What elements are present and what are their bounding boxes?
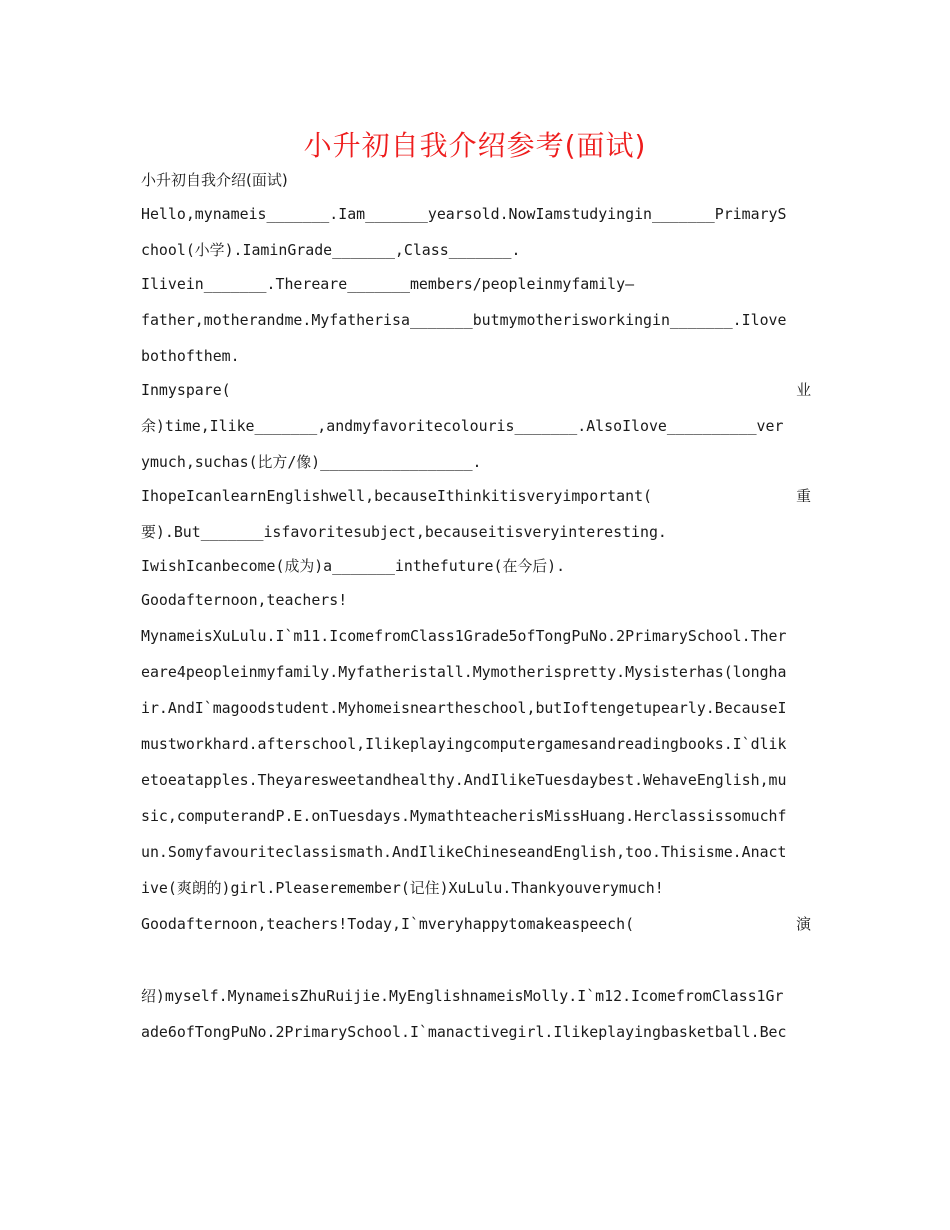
text-line: ir.AndI`magoodstudent.Myhomeisneartheschool,butIoftengetupearly.BecauseI — [141, 699, 787, 717]
text-line: 绍)myself.MynameisZhuRuijie.MyEnglishnameisMolly.I`m12.IcomefromClass1Gr — [141, 987, 784, 1005]
text-line-split — [141, 486, 811, 506]
text-line-split — [141, 380, 811, 400]
text-line: MynameisXuLulu.I`m11.IcomefromClass1Grade5ofTongPuNo.2PrimarySchool.Ther — [141, 627, 787, 645]
text-line: ive(爽朗的)girl.Pleaseremember(记住)XuLulu.Thankyouverymuch! — [141, 879, 664, 897]
text-segment: IhopeIcanlearnEnglishwell,becauseIthinkitisveryimportant( — [141, 487, 653, 505]
document-title: 小升初自我介绍参考(面试) — [303, 129, 647, 162]
text-segment: 重 — [796, 487, 811, 505]
text-line: etoeatapples.Theyaresweetandhealthy.AndIlikeTuesdaybest.WehaveEnglish,mu — [141, 771, 787, 789]
text-line: bothofthem. — [141, 347, 240, 365]
text-segment: 业 — [796, 381, 811, 399]
text-line: IwishIcanbecome(成为)a_______inthefuture(在今后). — [141, 557, 566, 575]
text-line: eare4peopleinmyfamily.Myfatheristall.Mymotherispretty.Mysisterhas(longha — [141, 663, 787, 681]
text-line: Hello,mynameis_______.Iam_______yearsold.NowIamstudyingin_______PrimaryS — [141, 205, 787, 223]
text-line: 要).But_______isfavoritesubject,becauseitisveryinteresting. — [141, 523, 667, 541]
text-line: Goodafternoon,teachers! — [141, 591, 348, 609]
text-line: ade6ofTongPuNo.2PrimarySchool.I`manactivegirl.Ilikeplayingbasketball.Bec — [141, 1023, 787, 1041]
text-line: ymuch,suchas(比方/像)_________________. — [141, 453, 482, 471]
text-line: Ilivein_______.Thereare_______members/peopleinmyfamily— — [141, 275, 635, 293]
text-line: un.Somyfavouriteclassismath.AndIlikeChineseandEnglish,too.Thisisme.Anact — [141, 843, 787, 861]
text-segment: 演 — [796, 915, 811, 933]
text-line: mustworkhard.afterschool,Ilikeplayingcomputergamesandreadingbooks.I`dlik — [141, 735, 787, 753]
text-line: chool(小学).IaminGrade_______,Class_______. — [141, 241, 521, 259]
text-segment: Inmyspare( — [141, 381, 231, 399]
text-line: 余)time,Ilike_______,andmyfavoritecolouris_______.AlsoIlove__________ver — [141, 417, 784, 435]
text-line: sic,computerandP.E.onTuesdays.MymathteacherisMissHuang.Herclassissomuchf — [141, 807, 787, 825]
text-line-split — [141, 914, 811, 934]
text-line: father,motherandme.Myfatherisa_______butmymotherisworkingin_______.Ilove — [141, 311, 787, 329]
document-subtitle: 小升初自我介绍(面试) — [141, 171, 288, 189]
text-segment: Goodafternoon,teachers!Today,I`mveryhappytomakeaspeech( — [141, 915, 635, 933]
